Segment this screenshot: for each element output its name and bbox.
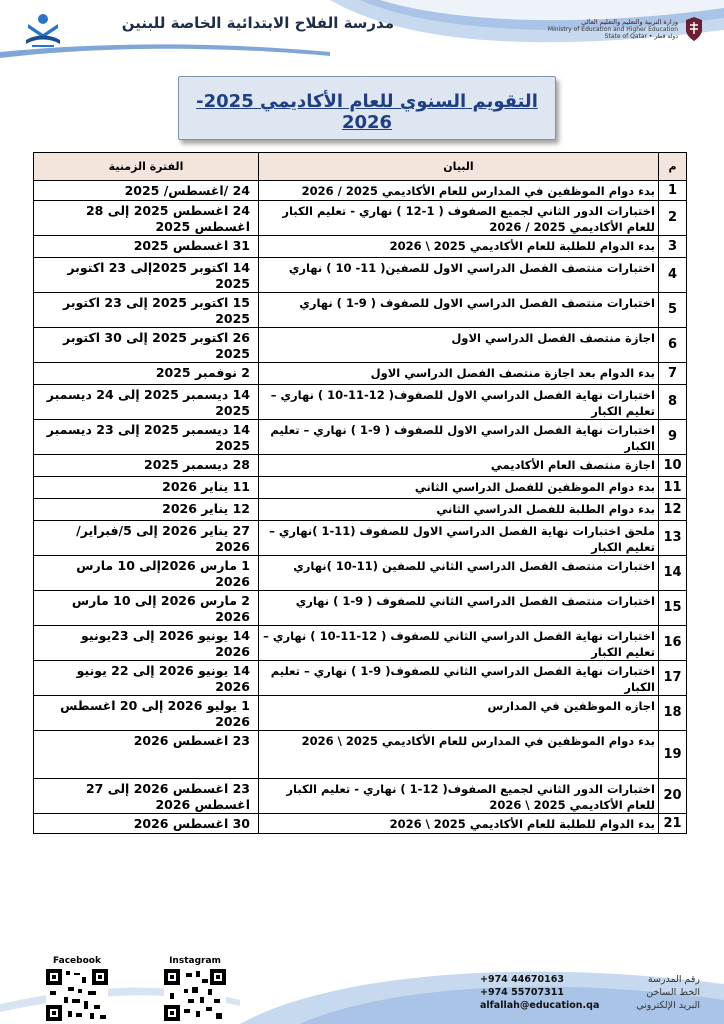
row-number: 8 [659,385,687,420]
row-number: 9 [659,420,687,455]
row-period: 30 اغسطس 2026 [34,814,259,834]
ministry-emblem-icon [682,16,706,42]
contact-info [480,973,700,1012]
row-number: 17 [659,661,687,696]
row-statement: بدء دوام الموظفين في المدارس للعام الأكاديمي 2025 \ 2026 [259,731,659,779]
row-period: 23 اغسطس 2026 [34,731,259,779]
table-row [34,477,687,499]
contact-row [480,986,700,999]
table-row [34,201,687,236]
row-period: 2 مارس 2026 إلى 10 مارس 2026 [34,591,259,626]
row-number: 19 [659,731,687,779]
row-statement: اختبارات الدور الثاني لجميع الصفوف ( 1-12 ) نهاري - تعليم الكبار للعام الأكاديمي 2025 / 2026 [259,201,659,236]
row-period: 1 مارس 2026إلى 10 مارس 2026 [34,556,259,591]
row-number: 14 [659,556,687,591]
ministry-name-en: Ministry of Education and Higher Education [547,26,678,33]
row-period: 31 اغسطس 2025 [34,236,259,258]
row-statement: بدء الدوام بعد اجازة منتصف الفصل الدراسي الاول [259,363,659,385]
contact-label: الخط الساخن [646,987,700,998]
hotline-phone[interactable]: +974 55707311 [480,987,564,998]
row-period: 14 يونيو 2026 إلى 23يونيو 2026 [34,626,259,661]
ministry-branding [546,14,706,48]
instagram-qr-code[interactable] [164,969,226,1021]
row-period: 14 ديسمبر 2025 إلى 24 ديسمبر 2025 [34,385,259,420]
row-number: 5 [659,293,687,328]
contact-row [480,999,700,1012]
row-number: 3 [659,236,687,258]
table-row [34,731,687,779]
table-row [34,236,687,258]
row-statement: اجازه الموظفين في المدارس [259,696,659,731]
row-number: 6 [659,328,687,363]
table-row [34,293,687,328]
row-statement: اختبارات منتصف الفصل الدراسي الاول للصفوف ( 9-1 ) نهاري [259,293,659,328]
row-number: 7 [659,363,687,385]
table-row [34,556,687,591]
row-number: 15 [659,591,687,626]
table-row [34,385,687,420]
row-period: 27 يناير 2026 إلى 5/فبراير/ 2026 [34,521,259,556]
row-number: 12 [659,499,687,521]
table-row [34,420,687,455]
row-statement: اختبارات الدور الثاني لجميع الصفوف( 12-1 ) نهاري - تعليم الكبار للعام الأكاديمي 2025 \ 2026 [259,779,659,814]
row-period: 28 ديسمبر 2025 [34,455,259,477]
row-number: 18 [659,696,687,731]
row-number: 1 [659,181,687,201]
row-period: 12 يناير 2026 [34,499,259,521]
row-statement: اختبارات نهاية الفصل الدراسي الاول للصفوف( 12-11-10 ) نهاري – تعليم الكبار [259,385,659,420]
row-number: 16 [659,626,687,661]
table-header-row [34,153,687,181]
row-statement: اختبارات نهاية الفصل الدراسي الثاني للصفوف( 9-1 ) نهاري – تعليم الكبار [259,661,659,696]
row-period: 14 اكتوبر 2025إلى 23 اكتوبر 2025 [34,258,259,293]
row-statement: بدء دوام الموظفين في المدارس للعام الأكاديمي 2025 / 2026 [259,181,659,201]
table-row [34,779,687,814]
facebook-label: Facebook [53,956,101,966]
row-statement: اجازة منتصف الفصل الدراسي الاول [259,328,659,363]
row-statement: بدء دوام الموظفين للفصل الدراسي الثاني [259,477,659,499]
header-period: الفترة الزمنية [34,153,259,181]
table-body [34,181,687,834]
row-number: 21 [659,814,687,834]
ministry-name-ar: وزارة التربية والتعليم والتعليم العالي [581,18,678,26]
table-row [34,258,687,293]
row-number: 20 [659,779,687,814]
row-statement: اختبارات منتصف الفصل الدراسي الثاني للصفوف ( 9-1 ) نهاري [259,591,659,626]
email-link[interactable]: alfallah@education.qa [480,1000,600,1011]
row-period: 2 نوفمبر 2025 [34,363,259,385]
school-name: مدرسة الفلاح الابتدائية الخاصة للبنين [121,14,394,32]
table-row [34,814,687,834]
table-row [34,328,687,363]
calendar-table [33,152,687,834]
row-period: 24 /اغسطس/ 2025 [34,181,259,201]
row-statement: بدء الدوام للطلبة للعام الأكاديمي 2025 \ 2026 [259,236,659,258]
row-period: 11 يناير 2026 [34,477,259,499]
contact-label: البريد الإلكتروني [636,1000,700,1011]
school-phone[interactable]: +974 44670163 [480,974,564,985]
table-row [34,499,687,521]
page-title: التقويم السنوي للعام الأكاديمي 2025-2026 [196,91,538,133]
facebook-qr-code[interactable] [46,969,108,1021]
school-logo [22,10,64,50]
table-row [34,696,687,731]
row-statement: ملحق اختبارات نهاية الفصل الدراسي الاول للصفوف (11-1 )نهاري – تعليم الكبار [259,521,659,556]
header-statement: البيان [259,153,659,181]
row-number: 13 [659,521,687,556]
table-row [34,181,687,201]
table-row [34,363,687,385]
row-number: 4 [659,258,687,293]
row-statement: اختبارات منتصف الفصل الدراسي الثاني للصفين (11-10 )نهاري [259,556,659,591]
row-statement: اختبارات منتصف الفصل الدراسي الاول للصفين( 11- 10 ) نهاري [259,258,659,293]
table-row [34,591,687,626]
instagram-qr-block [164,956,226,1024]
instagram-label: Instagram [169,956,221,966]
row-statement: بدء الدوام للطلبة للعام الأكاديمي 2025 \ 2026 [259,814,659,834]
title-banner [178,76,556,140]
contact-row [480,973,700,986]
ministry-state: State of Qatar • دولة قطر [604,33,678,40]
row-statement: اختبارات نهاية الفصل الدراسي الاول للصفوف ( 9-1 ) نهاري – تعليم الكبار [259,420,659,455]
contact-label: رقم المدرسة [647,974,700,985]
row-period: 1 يوليو 2026 إلى 20 اغسطس 2026 [34,696,259,731]
table-row [34,521,687,556]
table-row [34,455,687,477]
row-period: 23 اغسطس 2026 إلى 27 اغسطس 2026 [34,779,259,814]
row-number: 10 [659,455,687,477]
row-number: 11 [659,477,687,499]
facebook-qr-block [46,956,108,1024]
row-period: 24 اغسطس 2025 إلى 28 اغسطس 2025 [34,201,259,236]
table-row [34,661,687,696]
table-row [34,626,687,661]
row-statement: بدء دوام الطلبة للفصل الدراسي الثاني [259,499,659,521]
row-period: 15 اكتوبر 2025 إلى 23 اكتوبر 2025 [34,293,259,328]
row-statement: اختبارات نهاية الفصل الدراسي الثاني للصفوف ( 12-11-10 ) نهاري – تعليم الكبار [259,626,659,661]
row-number: 2 [659,201,687,236]
row-period: 14 ديسمبر 2025 إلى 23 ديسمبر 2025 [34,420,259,455]
header-num: م [659,153,687,181]
row-statement: اجازة منتصف العام الأكاديمي [259,455,659,477]
row-period: 14 يونيو 2026 إلى 22 يونيو 2026 [34,661,259,696]
row-period: 26 اكتوبر 2025 إلى 30 اكتوبر 2025 [34,328,259,363]
